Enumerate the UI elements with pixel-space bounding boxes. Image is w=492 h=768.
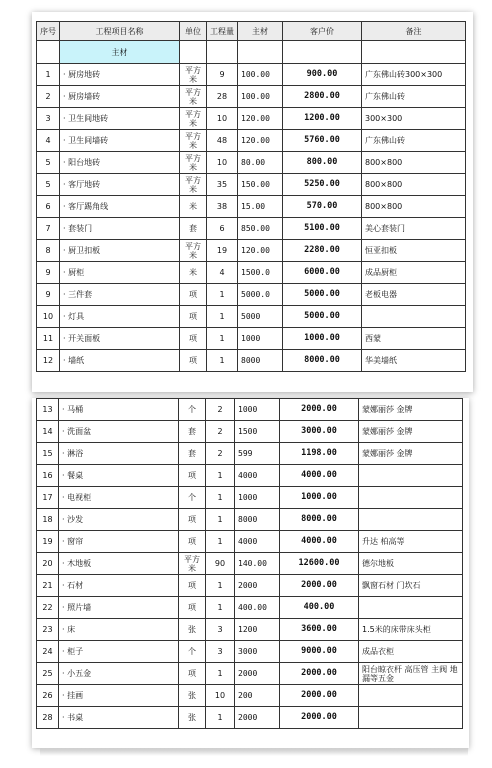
quantity-cell: 19 <box>207 240 238 262</box>
customer-price-cell: 3600.00 <box>280 619 359 641</box>
remarks-cell: 广东佛山砖 <box>362 86 466 108</box>
customer-price-cell: 800.00 <box>283 152 362 174</box>
unit-cell: 平方米 <box>180 108 207 130</box>
customer-price-cell: 400.00 <box>280 597 359 619</box>
row-number-cell: 5 <box>37 174 60 196</box>
quantity-cell: 1 <box>207 306 238 328</box>
header-unit: 单位 <box>180 22 207 41</box>
quantity-cell: 2 <box>206 421 235 443</box>
main-material-cell: 1500 <box>235 421 280 443</box>
customer-price-cell: 1200.00 <box>283 108 362 130</box>
item-name-cell: · 客厅踢角线 <box>60 196 180 218</box>
unit-cell: 项 <box>179 575 206 597</box>
main-material-cell: 4000 <box>235 465 280 487</box>
unit-cell: 套 <box>180 218 207 240</box>
remarks-cell <box>359 487 463 509</box>
unit-cell: 张 <box>179 707 206 729</box>
remarks-cell <box>359 465 463 487</box>
item-name-cell: · 木地板 <box>59 553 179 575</box>
customer-price-cell: 3000.00 <box>280 421 359 443</box>
main-material-cell: 1000 <box>238 328 283 350</box>
quantity-cell: 1 <box>206 487 235 509</box>
table-row <box>37 465 463 487</box>
quantity-cell: 4 <box>207 262 238 284</box>
unit-cell: 平方米 <box>179 553 206 575</box>
item-name-cell: · 厨柜 <box>60 262 180 284</box>
item-name-cell: · 套装门 <box>60 218 180 240</box>
quantity-cell: 10 <box>207 108 238 130</box>
table-row <box>37 306 466 328</box>
unit-cell: 项 <box>179 465 206 487</box>
row-number-cell: 5 <box>37 152 60 174</box>
unit-cell: 平方米 <box>180 152 207 174</box>
section-empty-cell <box>283 41 362 64</box>
customer-price-cell: 1000.00 <box>283 328 362 350</box>
item-name-cell: · 马桶 <box>59 399 179 421</box>
remarks-cell: 恒亚扣板 <box>362 240 466 262</box>
main-material-cell: 1200 <box>235 619 280 641</box>
row-number-cell: 1 <box>37 64 60 86</box>
table-row <box>37 86 466 108</box>
customer-price-cell: 8000.00 <box>280 509 359 531</box>
customer-price-cell: 5100.00 <box>283 218 362 240</box>
row-number-cell: 20 <box>37 553 59 575</box>
main-material-cell: 4000 <box>235 531 280 553</box>
quantity-cell: 1 <box>207 328 238 350</box>
header-customer-price: 客户价 <box>283 22 362 41</box>
main-material-cell: 3000 <box>235 641 280 663</box>
unit-cell: 平方米 <box>180 240 207 262</box>
quote-table-bottom <box>36 398 463 729</box>
quantity-cell: 28 <box>207 86 238 108</box>
customer-price-cell: 2000.00 <box>280 663 359 685</box>
row-number-cell: 3 <box>37 108 60 130</box>
row-number-cell: 15 <box>37 443 59 465</box>
remarks-cell: 蒙娜丽莎 金牌 <box>359 399 463 421</box>
unit-cell: 个 <box>179 487 206 509</box>
main-material-cell: 100.00 <box>238 64 283 86</box>
header-row <box>37 22 466 41</box>
unit-cell: 套 <box>179 443 206 465</box>
remarks-cell: 1.5米的床带床头柜 <box>359 619 463 641</box>
section-empty-cell <box>238 41 283 64</box>
row-number-cell: 22 <box>37 597 59 619</box>
table-row <box>37 262 466 284</box>
customer-price-cell: 2000.00 <box>280 685 359 707</box>
unit-cell: 套 <box>179 421 206 443</box>
customer-price-cell: 2000.00 <box>280 575 359 597</box>
quantity-cell: 3 <box>206 641 235 663</box>
remarks-cell <box>359 509 463 531</box>
row-number-cell: 26 <box>37 685 59 707</box>
main-material-cell: 2000 <box>235 575 280 597</box>
remarks-cell: 成品衣柜 <box>359 641 463 663</box>
table-row <box>37 531 463 553</box>
quantity-cell: 48 <box>207 130 238 152</box>
item-name-cell: · 餐桌 <box>59 465 179 487</box>
customer-price-cell: 2800.00 <box>283 86 362 108</box>
main-material-cell: 5000.0 <box>238 284 283 306</box>
remarks-cell: 老板电器 <box>362 284 466 306</box>
customer-price-cell: 5000.00 <box>283 284 362 306</box>
quantity-cell: 3 <box>206 619 235 641</box>
remarks-cell: 广东佛山砖 <box>362 130 466 152</box>
item-name-cell: · 墙纸 <box>60 350 180 372</box>
item-name-cell: · 开关面板 <box>60 328 180 350</box>
table-row <box>37 663 463 685</box>
section-label: 主材 <box>60 41 180 64</box>
unit-cell: 项 <box>179 597 206 619</box>
item-name-cell: · 淋浴 <box>59 443 179 465</box>
table-row <box>37 619 463 641</box>
customer-price-cell: 4000.00 <box>280 465 359 487</box>
remarks-cell: 德尔地板 <box>359 553 463 575</box>
main-material-cell: 8000 <box>235 509 280 531</box>
remarks-cell: 300×300 <box>362 108 466 130</box>
unit-cell: 平方米 <box>180 130 207 152</box>
row-number-cell: 9 <box>37 262 60 284</box>
table-row <box>37 487 463 509</box>
table-row <box>37 218 466 240</box>
remarks-cell: 成品厨柜 <box>362 262 466 284</box>
quote-sheet-bottom <box>32 398 469 748</box>
main-material-cell: 140.00 <box>235 553 280 575</box>
quantity-cell: 1 <box>206 531 235 553</box>
main-material-cell: 120.00 <box>238 108 283 130</box>
unit-cell: 项 <box>179 663 206 685</box>
section-blank-cell <box>37 41 60 64</box>
item-name-cell: · 阳台地砖 <box>60 152 180 174</box>
remarks-cell: 蒙娜丽莎 金牌 <box>359 443 463 465</box>
row-number-cell: 14 <box>37 421 59 443</box>
section-row <box>37 41 466 64</box>
table-row <box>37 575 463 597</box>
customer-price-cell: 4000.00 <box>280 531 359 553</box>
item-name-cell: · 灯具 <box>60 306 180 328</box>
item-name-cell: · 卫生间地砖 <box>60 108 180 130</box>
main-material-cell: 2000 <box>235 663 280 685</box>
unit-cell: 张 <box>179 619 206 641</box>
table-row <box>37 152 466 174</box>
unit-cell: 项 <box>180 306 207 328</box>
table-row <box>37 443 463 465</box>
table-row <box>37 174 466 196</box>
header-no: 序号 <box>37 22 60 41</box>
quantity-cell: 35 <box>207 174 238 196</box>
row-number-cell: 17 <box>37 487 59 509</box>
unit-cell: 米 <box>180 196 207 218</box>
row-number-cell: 9 <box>37 284 60 306</box>
row-number-cell: 4 <box>37 130 60 152</box>
quantity-cell: 2 <box>206 399 235 421</box>
unit-cell: 项 <box>179 531 206 553</box>
main-material-cell: 8000 <box>238 350 283 372</box>
item-name-cell: · 柜子 <box>59 641 179 663</box>
quantity-cell: 1 <box>206 597 235 619</box>
quantity-cell: 1 <box>207 284 238 306</box>
unit-cell: 张 <box>179 685 206 707</box>
quantity-cell: 1 <box>206 509 235 531</box>
row-number-cell: 7 <box>37 218 60 240</box>
table-row <box>37 641 463 663</box>
quote-sheet-top <box>32 12 473 392</box>
unit-cell: 项 <box>179 509 206 531</box>
main-material-cell: 80.00 <box>238 152 283 174</box>
remarks-cell: 800×800 <box>362 152 466 174</box>
item-name-cell: · 照片墙 <box>59 597 179 619</box>
customer-price-cell: 900.00 <box>283 64 362 86</box>
customer-price-cell: 1198.00 <box>280 443 359 465</box>
remarks-cell: 800×800 <box>362 196 466 218</box>
customer-price-cell: 6000.00 <box>283 262 362 284</box>
row-number-cell: 12 <box>37 350 60 372</box>
main-material-cell: 599 <box>235 443 280 465</box>
section-empty-cell <box>362 41 466 64</box>
remarks-cell: 阳台晾衣杆 高压管 主阀 地漏等五金 <box>359 663 463 685</box>
table-row <box>37 421 463 443</box>
main-material-cell: 1000 <box>235 487 280 509</box>
main-material-cell: 150.00 <box>238 174 283 196</box>
remarks-cell: 800×800 <box>362 174 466 196</box>
remarks-cell: 升达 柏高等 <box>359 531 463 553</box>
unit-cell: 米 <box>180 262 207 284</box>
unit-cell: 个 <box>179 641 206 663</box>
table-row <box>37 399 463 421</box>
quantity-cell: 10 <box>206 685 235 707</box>
customer-price-cell: 8000.00 <box>283 350 362 372</box>
quantity-cell: 9 <box>207 64 238 86</box>
customer-price-cell: 2000.00 <box>280 399 359 421</box>
row-number-cell: 25 <box>37 663 59 685</box>
row-number-cell: 10 <box>37 306 60 328</box>
item-name-cell: · 厨卫扣板 <box>60 240 180 262</box>
main-material-cell: 5000 <box>238 306 283 328</box>
quantity-cell: 90 <box>206 553 235 575</box>
item-name-cell: · 书桌 <box>59 707 179 729</box>
row-number-cell: 8 <box>37 240 60 262</box>
unit-cell: 个 <box>179 399 206 421</box>
remarks-cell: 西蒙 <box>362 328 466 350</box>
row-number-cell: 11 <box>37 328 60 350</box>
row-number-cell: 24 <box>37 641 59 663</box>
customer-price-cell: 2000.00 <box>280 707 359 729</box>
item-name-cell: · 厨房墙砖 <box>60 86 180 108</box>
unit-cell: 项 <box>180 350 207 372</box>
table-row <box>37 597 463 619</box>
item-name-cell: · 沙发 <box>59 509 179 531</box>
table-row <box>37 64 466 86</box>
row-number-cell: 13 <box>37 399 59 421</box>
table-row <box>37 240 466 262</box>
main-material-cell: 200 <box>235 685 280 707</box>
quantity-cell: 2 <box>206 443 235 465</box>
table-row <box>37 328 466 350</box>
table-row <box>37 284 466 306</box>
header-main-material: 主材 <box>238 22 283 41</box>
item-name-cell: · 三件套 <box>60 284 180 306</box>
remarks-cell: 广东佛山砖300×300 <box>362 64 466 86</box>
customer-price-cell: 1000.00 <box>280 487 359 509</box>
quantity-cell: 1 <box>206 575 235 597</box>
unit-cell: 平方米 <box>180 86 207 108</box>
main-material-cell: 15.00 <box>238 196 283 218</box>
main-material-cell: 100.00 <box>238 86 283 108</box>
quantity-cell: 10 <box>207 152 238 174</box>
quantity-cell: 1 <box>206 465 235 487</box>
quote-table-top <box>36 21 466 372</box>
customer-price-cell: 5760.00 <box>283 130 362 152</box>
customer-price-cell: 5250.00 <box>283 174 362 196</box>
row-number-cell: 18 <box>37 509 59 531</box>
customer-price-cell: 9000.00 <box>280 641 359 663</box>
table-row <box>37 350 466 372</box>
remarks-cell: 华美墙纸 <box>362 350 466 372</box>
remarks-cell: 美心套装门 <box>362 218 466 240</box>
row-number-cell: 6 <box>37 196 60 218</box>
row-number-cell: 19 <box>37 531 59 553</box>
customer-price-cell: 2280.00 <box>283 240 362 262</box>
item-name-cell: · 小五金 <box>59 663 179 685</box>
item-name-cell: · 洗面盆 <box>59 421 179 443</box>
item-name-cell: · 窗帘 <box>59 531 179 553</box>
table-row <box>37 108 466 130</box>
section-empty-cell <box>180 41 207 64</box>
item-name-cell: · 客厅地砖 <box>60 174 180 196</box>
main-material-cell: 1000 <box>235 399 280 421</box>
row-number-cell: 2 <box>37 86 60 108</box>
section-empty-cell <box>207 41 238 64</box>
header-remarks: 备注 <box>362 22 466 41</box>
unit-cell: 项 <box>180 284 207 306</box>
main-material-cell: 2000 <box>235 707 280 729</box>
unit-cell: 平方米 <box>180 174 207 196</box>
main-material-cell: 120.00 <box>238 240 283 262</box>
header-item-name: 工程项目名称 <box>60 22 180 41</box>
main-material-cell: 400.00 <box>235 597 280 619</box>
row-number-cell: 28 <box>37 707 59 729</box>
main-material-cell: 850.00 <box>238 218 283 240</box>
quantity-cell: 1 <box>207 350 238 372</box>
unit-cell: 项 <box>180 328 207 350</box>
remarks-cell <box>359 597 463 619</box>
remarks-cell: 飘窗石材 门坎石 <box>359 575 463 597</box>
remarks-cell: 蒙娜丽莎 金牌 <box>359 421 463 443</box>
table-row <box>37 707 463 729</box>
remarks-cell <box>359 707 463 729</box>
row-number-cell: 23 <box>37 619 59 641</box>
item-name-cell: · 床 <box>59 619 179 641</box>
customer-price-cell: 5000.00 <box>283 306 362 328</box>
item-name-cell: · 卫生间墙砖 <box>60 130 180 152</box>
table-row <box>37 196 466 218</box>
unit-cell: 平方米 <box>180 64 207 86</box>
table-row <box>37 130 466 152</box>
table-row <box>37 553 463 575</box>
item-name-cell: · 电视柜 <box>59 487 179 509</box>
customer-price-cell: 12600.00 <box>280 553 359 575</box>
main-material-cell: 1500.0 <box>238 262 283 284</box>
quantity-cell: 1 <box>206 707 235 729</box>
table-row <box>37 509 463 531</box>
quantity-cell: 38 <box>207 196 238 218</box>
remarks-cell <box>359 685 463 707</box>
main-material-cell: 120.00 <box>238 130 283 152</box>
table-row <box>37 685 463 707</box>
quantity-cell: 1 <box>206 663 235 685</box>
page-shadow <box>40 748 468 756</box>
row-number-cell: 21 <box>37 575 59 597</box>
remarks-cell <box>362 306 466 328</box>
row-number-cell: 16 <box>37 465 59 487</box>
customer-price-cell: 570.00 <box>283 196 362 218</box>
item-name-cell: · 石材 <box>59 575 179 597</box>
item-name-cell: · 挂画 <box>59 685 179 707</box>
quantity-cell: 6 <box>207 218 238 240</box>
item-name-cell: · 厨房地砖 <box>60 64 180 86</box>
header-quantity: 工程量 <box>207 22 238 41</box>
